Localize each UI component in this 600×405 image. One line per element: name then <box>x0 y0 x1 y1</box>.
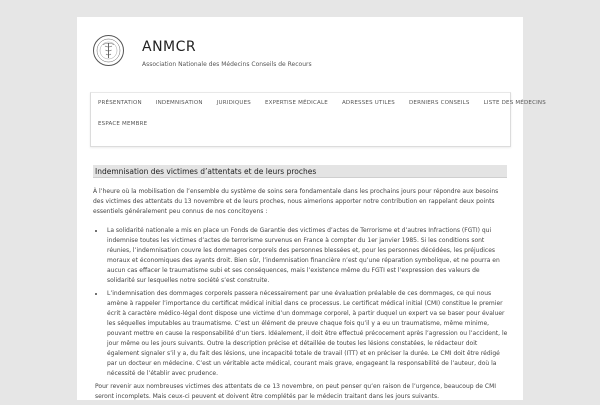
nav-item-expertise-medicale[interactable]: EXPERTISE MÉDICALE <box>264 100 328 106</box>
list-item: Pour revenir aux nombreuses victimes des attentats de ce 13 novembre, on peut penser qu’en raison de l’urgence, beaucoup de CMI seront incomplets. Mais ceux-ci peuvent et doivent être complétés par le médecin traitant dans les jours suivants. <box>95 383 497 400</box>
nav-item-derniers-conseils[interactable]: DERNIERS CONSEILS <box>408 100 470 106</box>
site-description: Association Nationale des Médecins Conseils de Recours <box>142 61 312 68</box>
nav-row <box>91 114 154 134</box>
nav-item-adresses-utiles[interactable]: ADRESSES UTILES <box>341 100 395 106</box>
article-title: Indemnisation des victimes d’attentats et de leurs proches <box>93 165 507 178</box>
main-navigation <box>90 92 546 147</box>
association-seal-logo[interactable] <box>93 35 124 66</box>
article-content <box>93 187 509 405</box>
nav-item-juridiques[interactable]: JURIDIQUES <box>216 100 251 106</box>
caduceus-seal-icon <box>94 36 123 65</box>
list-item: • L’indemnisation des dommages corporels passera nécessairement par une évaluation préalable de ces dommages, ce qui nous amène à rappeler l’importance du certificat médical initial dans ce processus. Le certificat médical initial (CMI) constitue le premier écrit à caractère médico-légal dont dispose une victime d’un dommage corporel, à partir duquel un expert va se baser pour évaluer les séquelles imputables au traumatisme. C’est un élément de preuve chaque fois qu’il y a eu un traumatisme, même minime, pouvant mettre en cause la responsabilité d’un tiers. Idéalement, il doit être effectué précocement après l’agression ou l’accident, le jour même ou les jours suivants. Outre la description précise et détaillée de toutes les lésions constatées, le rédacteur doit également signaler s’il y a, du fait des lésions, une incapacité totale de travail (ITT) et en préciser la durée. Le CMI doit être rédigé par un docteur en médecine. C’est un véritable acte médical, courant mais grave, engageant la responsabilité de l’auteur, doù la nécessité de l’établir avec prudence. <box>105 289 509 379</box>
nav-item-liste-des-medecins[interactable]: LISTE DES MÉDECINS <box>483 100 546 106</box>
nav-row <box>91 93 553 113</box>
site-title[interactable]: ANMCR <box>142 39 197 55</box>
list-item: • La solidarité nationale a mis en place un Fonds de Garantie des victimes d’actes de Terrorisme et d’autres Infractions (FGTI) qui indemnise toutes les victimes d’actes de terrorisme survenus en France à compter du 1er janvier 1985. Si les conditions sont réunies, l’indemnisation couvre les dommages corporels des personnes blessées et, pour les personnes décédées, les préjudices moraux et économiques des ayants droit. Bien sûr, l’indemnisation financière n’est qu’une réparation symbolique, et ne pourra en aucun cas effacer le traumatisme subi et ses conséquences, mais l’existence même du FGTI est l’expression des valeurs de solidarité sur lesquelles notre société s’est construite. <box>105 226 509 286</box>
nav-item-espace-membre[interactable]: ESPACE MEMBRE <box>98 121 148 127</box>
article-bullet-list <box>93 226 509 402</box>
nav-item-presentation[interactable]: PRÉSENTATION <box>98 100 142 106</box>
article-intro: À l’heure où la mobilisation de l’ensemble du système de soins sera fondamentale dans les prochains jours pour répondre aux besoins des victimes des attentats du 13 novembre et de leurs proches, nous aimerions apporter notre contribution en rappelant deux points essentiels généralement peu connus de nos concitoyens : <box>93 188 499 215</box>
page-container <box>77 17 546 400</box>
nav-item-indemnisation[interactable]: INDEMNISATION <box>155 100 203 106</box>
